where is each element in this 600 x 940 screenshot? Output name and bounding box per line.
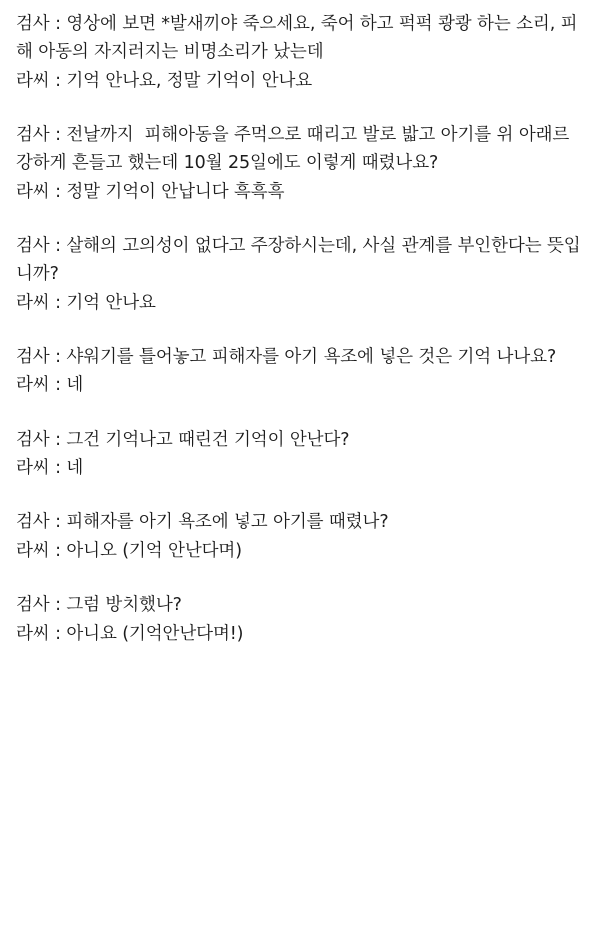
transcript-block <box>16 591 584 648</box>
transcript-block <box>16 343 584 400</box>
transcript-line-answer: 라씨 : 기억 안나요, 정말 기억이 안나요 <box>16 70 313 91</box>
transcript-line-question: 검사 : 그건 기억나고 때린건 기억이 안난다? <box>16 429 350 450</box>
transcript-line-question: 검사 : 그럼 방치했나? <box>16 595 182 616</box>
transcript-block <box>16 232 584 317</box>
transcript-line-question: 검사 : 전날까지 피해아동을 주먹으로 때리고 발로 밟고 아기를 위 아래르 강하게 흔들고 했는데 10월 25일에도 이렇게 때렸나요? <box>16 125 575 174</box>
transcript-line-answer: 라씨 : 아니오 (기억 안난다며) <box>16 540 242 561</box>
transcript-block <box>16 426 584 483</box>
transcript-line-answer: 라씨 : 아니요 (기억안난다며!) <box>16 623 244 644</box>
transcript-line-answer: 라씨 : 네 <box>16 375 84 396</box>
transcript-line-answer: 라씨 : 기억 안나요 <box>16 292 156 313</box>
transcript-line-question: 검사 : 살해의 고의성이 없다고 주장하시는데, 사실 관계를 부인한다는 뜻입니까? <box>16 236 581 285</box>
transcript-line-question: 검사 : 샤워기를 틀어놓고 피해자를 아기 욕조에 넣은 것은 기억 나나요? <box>16 347 557 368</box>
transcript-line-answer: 라씨 : 정말 기억이 안납니다 흑흑흑 <box>16 181 285 202</box>
transcript-line-answer: 라씨 : 네 <box>16 458 84 479</box>
transcript-line-question: 검사 : 피해자를 아기 욕조에 넣고 아기를 때렸나? <box>16 512 389 533</box>
transcript-block <box>16 508 584 565</box>
transcript-line-question: 검사 : 영상에 보면 *발새끼야 죽으세요, 죽어 하고 퍽퍽 쾅쾅 하는 소리, 피해 아동의 자지러지는 비명소리가 났는데 <box>16 14 578 63</box>
transcript-block <box>16 10 584 95</box>
transcript-block <box>16 121 584 206</box>
